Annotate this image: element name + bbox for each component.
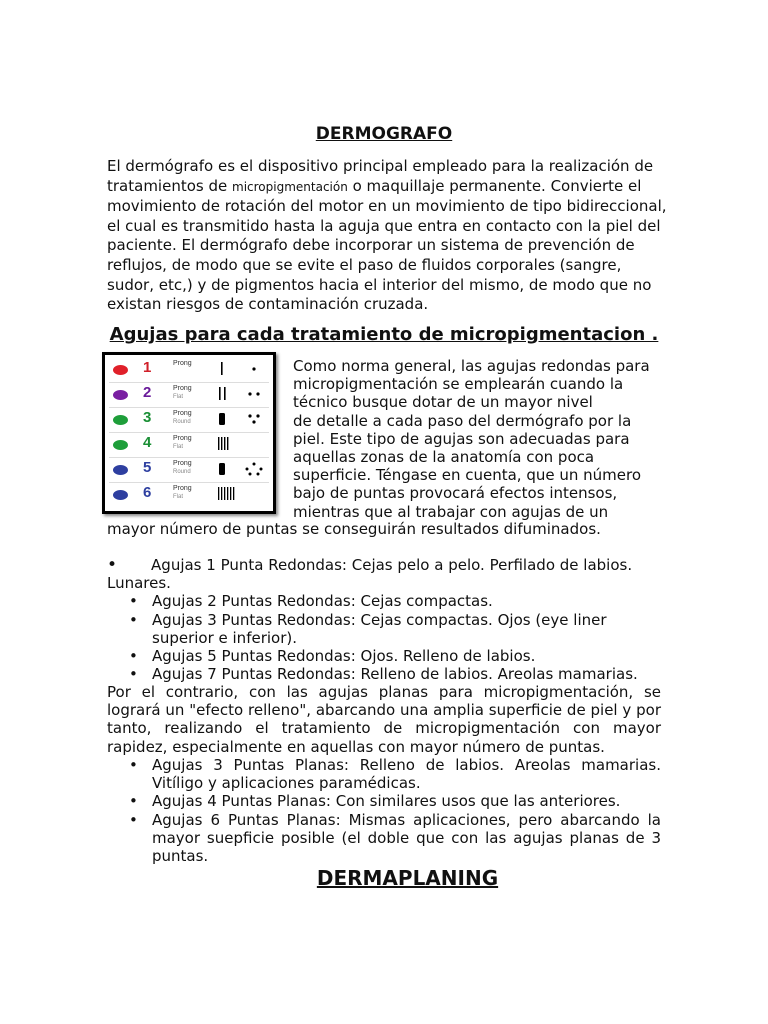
needle-icon xyxy=(217,361,227,376)
list-item xyxy=(107,592,667,610)
round-needles-paragraph-end: mayor número de puntas se conseguirán resultados difuminados. xyxy=(107,520,601,538)
needle-icon xyxy=(217,486,237,501)
needle-label xyxy=(173,435,192,451)
list-item xyxy=(107,792,661,810)
needle-sublabel: Flat xyxy=(173,394,184,400)
needle-row xyxy=(109,408,269,433)
needle-row xyxy=(109,358,269,383)
dot-pattern-icon xyxy=(243,411,265,427)
bullet-marker: • xyxy=(129,647,138,666)
list-item xyxy=(107,811,661,866)
text-line: de detalle a cada paso del dermógrafo por la xyxy=(293,411,632,430)
list-item-text: Agujas 7 Puntas Redondas: Relleno de labios. Areolas mamarias. xyxy=(152,665,638,684)
needle-label-text: Prong xyxy=(173,385,192,392)
next-section-title: DERMAPLANING xyxy=(316,866,499,890)
intro-text-part2: o maquillaje permanente. Convierte el movimiento de rotación del motor en un movimiento de tipo bidireccional, el cual es transmitido hasta la aguja que entra en contacto con la piel del paciente. El dermógrafo debe incorporar un sistema de prevención de reflujos, de modo que se evite el paso de fluidos corporales (sangre, sudor, etc,) y de pigmentos hacia el interior del mismo, de modo que no existan riesgos de contaminación cruzada. xyxy=(107,176,667,314)
needle-sublabel: Round xyxy=(173,419,191,425)
needle-label xyxy=(173,385,192,401)
list-item xyxy=(107,756,661,792)
needle-label xyxy=(173,485,192,501)
text-line: micropigmentación se emplearán cuando la xyxy=(293,375,624,394)
needle-label-text: Prong xyxy=(173,410,192,417)
page-title: DERMOGRAFO xyxy=(315,124,453,144)
text-line: mientras que al trabajar con agujas de un xyxy=(293,502,609,521)
text-line: piel. Este tipo de agujas son adecuadas para xyxy=(293,429,630,448)
needle-label-text: Prong xyxy=(173,460,192,467)
needle-icon xyxy=(217,436,231,451)
list-item-text: Agujas 5 Puntas Redondas: Ojos. Relleno de labios. xyxy=(152,647,536,666)
bullet-marker: • xyxy=(129,756,138,774)
flat-needles-list xyxy=(107,756,661,865)
dot-pattern-icon xyxy=(243,386,265,402)
text-line: aquellas zonas de la anatomía con poca xyxy=(293,448,595,467)
list-item xyxy=(107,611,667,647)
needle-row xyxy=(109,483,269,507)
list-item-text: Agujas 6 Puntas Planas: Mismas aplicaciones, pero abarcando la mayor suepficie posible (el doble que con las agujas planas de 3 puntas. xyxy=(152,810,661,866)
needle-number: 5 xyxy=(143,459,152,476)
needle-icon xyxy=(217,461,229,476)
needle-sublabel: Round xyxy=(173,469,191,475)
flat-needles-paragraph: Por el contrario, con las agujas planas para micropigmentación, se logrará un "efecto relleno", abarcando una amplia superficie de piel y por tanto, realizando el tratamiento de micropigmentación con mayor rapidez, especialmente en aquellas con mayor número de puntas. xyxy=(107,683,661,756)
needle-number: 2 xyxy=(143,384,152,401)
needle-label xyxy=(173,360,192,368)
list-item xyxy=(107,665,667,683)
color-dot xyxy=(113,390,128,400)
text-line: Como norma general, las agujas redondas para xyxy=(293,357,650,375)
needle-label-text: Prong xyxy=(173,360,192,367)
needle-number: 3 xyxy=(143,409,152,426)
list-item-text: Agujas 3 Puntas Redondas: Cejas compactas. Ojos (eye liner superior e inferior). xyxy=(152,610,607,647)
round-needles-paragraph xyxy=(293,357,663,521)
bullet-marker: • xyxy=(129,665,138,684)
color-dot xyxy=(113,440,128,450)
needle-row xyxy=(109,458,269,483)
needle-number: 4 xyxy=(143,434,152,451)
list-item xyxy=(107,556,667,592)
text-line: superficie. Téngase en cuenta, que un número xyxy=(293,466,642,485)
bullet-marker: • xyxy=(129,792,138,811)
needle-sublabel: Flat xyxy=(173,444,184,450)
color-dot xyxy=(113,465,128,475)
intro-text-part1: El dermógrafo es el dispositivo principal empleado para la realización de tratamientos de xyxy=(107,157,654,195)
needle-label xyxy=(173,460,192,476)
round-needles-list xyxy=(107,556,667,683)
needle-sublabel: Flat xyxy=(173,494,184,500)
bullet-marker: • xyxy=(129,610,138,629)
intro-text-small: micropigmentación xyxy=(232,179,348,194)
needle-icon xyxy=(217,386,229,401)
section-title: Agujas para cada tratamiento de micropigmentacion . xyxy=(109,324,659,345)
needle-row xyxy=(109,383,269,408)
intro-paragraph xyxy=(107,157,667,315)
list-item-text: Agujas 2 Puntas Redondas: Cejas compactas. xyxy=(152,592,493,611)
dot-pattern-icon xyxy=(243,461,265,477)
list-item-text: Agujas 4 Puntas Planas: Con similares usos que las anteriores. xyxy=(152,792,621,811)
list-item-text: Agujas 1 Punta Redondas: Cejas pelo a pelo. Perfilado de labios. Lunares. xyxy=(107,556,633,593)
color-dot xyxy=(113,415,128,425)
needle-label xyxy=(173,410,192,426)
dot-pattern-icon xyxy=(243,361,265,377)
bullet-marker: • xyxy=(129,592,138,611)
needle-label-text: Prong xyxy=(173,435,192,442)
needle-icon xyxy=(217,411,229,426)
needle-number: 1 xyxy=(143,359,152,376)
needle-number: 6 xyxy=(143,484,152,501)
needle-label-text: Prong xyxy=(173,485,192,492)
text-line: bajo de puntas provocará efectos intensos, xyxy=(293,484,618,503)
list-item-text: Agujas 3 Puntas Planas: Relleno de labios. Areolas mamarias. Vitíligo y aplicaciones paramédicas. xyxy=(152,756,661,793)
bullet-marker: • xyxy=(107,555,118,575)
needle-row xyxy=(109,433,269,458)
list-item xyxy=(107,647,667,665)
color-dot xyxy=(113,365,128,375)
color-dot xyxy=(113,490,128,500)
bullet-marker: • xyxy=(129,810,138,829)
needle-chart-image xyxy=(102,352,276,514)
text-line: técnico busque dotar de un mayor nivel xyxy=(293,393,593,412)
